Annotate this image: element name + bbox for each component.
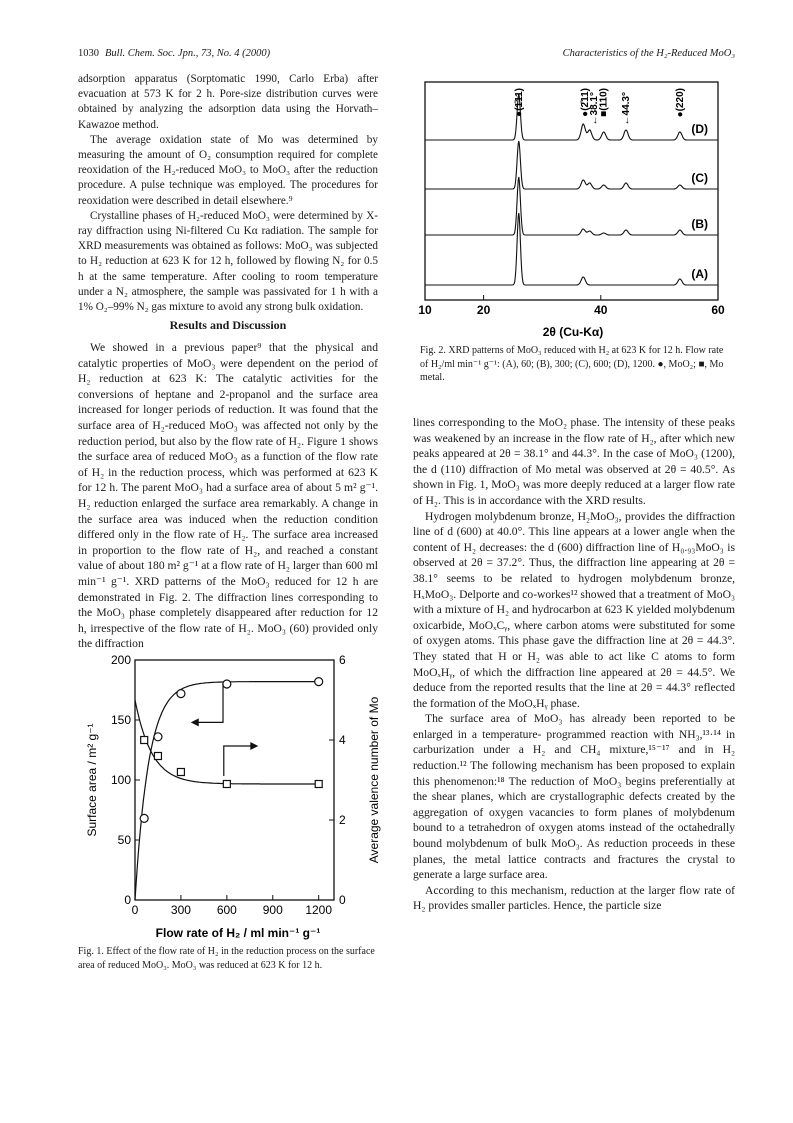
fig2-xrd-trace bbox=[425, 141, 717, 189]
caption-label: Fig. 1. bbox=[78, 946, 104, 957]
running-header-left bbox=[78, 48, 270, 59]
fig2-xrd-trace bbox=[425, 94, 717, 140]
fig2-peak-annotation: ●(2̄11) bbox=[579, 88, 591, 117]
fig1-valence-point bbox=[315, 781, 322, 788]
fig1-right-axis-arrow bbox=[224, 746, 252, 776]
fig1-valence-point bbox=[223, 781, 230, 788]
paragraph: Crystalline phases of H₂-reduced MoO₃ were determined by X-ray diffraction using Ni-filtered Cu Kα radiation. The sample for XRD measurements was obtained as follows: MoO₃ was subjected to H₂ reduction at 623 K for 12 h, followed by flowing N₂ for 0.5 h at the same temperature. After cooling to room temperature under a N₂ atmosphere, the sample was passivated for 1 h with a 1% O₂–99% N₂ gas mixture to avoid any strong bulk oxidation. bbox=[78, 209, 378, 314]
fig1-y2-axis-label: Average valence number of Mo bbox=[367, 696, 381, 864]
figure-1-chart bbox=[78, 645, 398, 945]
fig1-left-axis-arrow bbox=[198, 684, 223, 722]
fig1-arrowhead bbox=[191, 718, 199, 726]
page-number: 1030 bbox=[78, 48, 99, 59]
fig2-trace-label: (C) bbox=[691, 171, 708, 185]
fig1-y-axis-label: Surface area / m² g⁻¹ bbox=[85, 723, 99, 837]
fig1-surface-area-point bbox=[223, 680, 231, 688]
fig2-peak-annotation: ←38.1° bbox=[588, 92, 600, 126]
left-column-body bbox=[78, 340, 378, 652]
fig2-xrd-trace bbox=[425, 177, 717, 235]
fig1-y2-tick-label: 6 bbox=[339, 653, 346, 667]
fig1-marks bbox=[135, 678, 323, 900]
fig2-x-axis-label: 2θ (Cu-Kα) bbox=[542, 325, 604, 339]
fig1-x-tick-label: 300 bbox=[170, 903, 191, 917]
fig1-x-tick-label: 0 bbox=[131, 903, 139, 917]
fig1-x-tick-label: 1200 bbox=[305, 903, 333, 917]
fig1-y-tick-label: 50 bbox=[117, 833, 131, 847]
fig2-peak-annotation: ●(1̄11) bbox=[513, 88, 525, 117]
caption-text: Effect of the flow rate of H₂ in the reduction process on the surface area of reduced MoO₃. MoO₃ was reduced at 623 K for 12 h. bbox=[78, 946, 375, 971]
fig1-x-axis-label: Flow rate of H₂ / ml min⁻¹ g⁻¹ bbox=[155, 926, 321, 940]
paragraph: lines corresponding to the MoO₂ phase. The intensity of these peaks was weakened by an increase in the flow rate of H₂, after which new peaks appeared at 2θ = 38.1° and 44.3°. In the case of MoO₃ (1200), the d (110) diffraction of Mo metal was observed at 2θ = 40.5°. As shown in Fig. 1, MoO₃ was more deeply reduced at a larger flow rate of H₂. This is in accordance with the XRD results. bbox=[413, 416, 735, 507]
figure-2-chart bbox=[413, 72, 735, 340]
fig1-surface-area-point bbox=[140, 814, 148, 822]
fig1-surface-area-curve bbox=[135, 682, 318, 900]
fig1-y2-tick-label: 2 bbox=[339, 813, 346, 827]
fig1-plot-frame bbox=[135, 660, 334, 900]
fig1-surface-area-point bbox=[154, 733, 162, 741]
fig2-x-tick-label: 60 bbox=[711, 303, 725, 317]
fig2-peak-annotation: ←44.3° bbox=[620, 92, 632, 126]
section-heading: Results and Discussion bbox=[169, 318, 287, 332]
fig2-trace-label: (B) bbox=[691, 217, 708, 231]
fig1-y-tick-label: 150 bbox=[110, 713, 131, 727]
fig1-x-tick-label: 600 bbox=[216, 903, 237, 917]
journal-citation: Bull. Chem. Soc. Jpn., 73, No. 4 (2000) bbox=[105, 48, 271, 59]
paragraph: We showed in a previous paper⁹ that the physical and catalytic properties of MoO₃ were dependent on the period of H₂ reduction at 623 K: The catalytic activities for the conversions of heptane and 2-propanol and the surface area increased for longer periods of reduction. It was found that the surface area of H₂-reduced MoO₃ was affected not only by the reduction period, but also by the flow rate of H₂. Figure 1 shows the surface area of reduced MoO₃ as a function of the flow rate of H₂ in the reduction process, which was performed at 623 K for 12 h. The parent MoO₃ had a surface area of about 5 m² g⁻¹. H₂ reduction enlarged the surface area remarkably. A change in the surface area was induced when the reduction condition differed only in the flow rate of H₂. The surface area increased in proportion to the flow rate of H₂, and reached a constant value of about 180 m² g⁻¹ at a flow rate of H₂ larger than 600 ml min⁻¹ g⁻¹. XRD patterns of the MoO₃ reduced for 12 h are demonstrated in Fig. 2. The diffraction lines corresponding to the MoO₃ phase completely disappeared after reduction for 12 h, irrespective of the flow rate of H₂. MoO₃ (60) provided only the diffraction bbox=[78, 341, 378, 651]
fig1-arrowhead bbox=[250, 742, 258, 750]
fig2-x-tick-label: 20 bbox=[476, 303, 491, 317]
running-title: Characteristics of the H₂-Reduced MoO₃ bbox=[562, 48, 735, 59]
fig2-annotations bbox=[514, 88, 686, 125]
paragraph: adsorption apparatus (Sorptomatic 1990, Carlo Erba) after evacuation at 573 K for 2 h. Pore-size distribution curves were obtained by analyzing the adsorption data using the Horvath–Kawazoe method. bbox=[78, 73, 378, 131]
fig1-x-tick-label: 900 bbox=[262, 903, 283, 917]
fig1-y-tick-label: 0 bbox=[124, 893, 131, 907]
fig2-peak-annotation: ●(220) bbox=[674, 88, 686, 118]
fig2-trace-label: (D) bbox=[691, 122, 708, 136]
figure-1-caption bbox=[78, 945, 378, 972]
fig2-xrd-trace bbox=[425, 213, 717, 285]
caption-text: XRD patterns of MoO₃ reduced with H₂ at 623 K for 12 h. Flow rate of H₂/ml min⁻¹ g⁻¹: (A), 60; (B), 300; (C), 600; (D), 1200. ●, MoO₂; ■, Mo metal. bbox=[420, 345, 724, 383]
fig2-ticks bbox=[418, 295, 725, 317]
fig2-trace-label: (A) bbox=[691, 267, 708, 281]
fig1-surface-area-point bbox=[177, 690, 185, 698]
paragraph: According to this mechanism, reduction at the larger flow rate of H₂ provides smaller particles. Hence, the particle size bbox=[413, 883, 735, 913]
paragraph: The average oxidation state of Mo was determined by measuring the amount of O₂ consumption required for complete reoxidation of the H₂-reduced MoO₃ to MoO₃ after the reduction procedure. A pulse technique was employed. The procedures for reoxidation were described in detail elsewhere.⁹ bbox=[78, 133, 378, 207]
fig2-x-tick-label: 40 bbox=[594, 303, 608, 317]
fig1-y-tick-label: 100 bbox=[110, 773, 131, 787]
caption-label: Fig. 2. bbox=[420, 345, 446, 356]
fig2-peak-annotation: ■(110) bbox=[598, 88, 610, 117]
paragraph: The surface area of MoO₃ has already been reported to be enlarged in a temperature- programmed reaction with NH₃,¹³·¹⁴ in carburization under a H₂ and CH₄ mixture,¹⁵⁻¹⁷ and in H₂ reduction.¹² The following mechanism has been proposed to explain this phenomenon:¹⁸ The reduction of MoO₃ begins preferentially at the shear planes, which are crystallographic defects created by the aggregation of oxygen vacancies to form planes of molybdenum bound to a tetrahedron of oxygen atoms instead of the octahedrally bound molybdenum of bulk MoO₃. As reduction proceeds in these planes, the metal lattice contracts and fractures the crystal to generate a large surface area. bbox=[413, 712, 735, 882]
figure-2-caption bbox=[420, 344, 730, 385]
paragraph: Hydrogen molybdenum bronze, H₂MoO₃, provides the diffraction line of d (600) at 40.0°. This line appears at a lower angle when the content of H₂ decreases: the d (600) diffraction line of H₀.₉₃MoO₃ is observed at 2θ = 37.2°. Thus, the diffraction line appearing at 2θ = 38.1° seems to be related to hydrogen molybdenum bronze, HₓMoO₃. Delporte and co-workes¹² showed that a treatment of MoO₃ with a mixture of H₂ and hydrocarbon at 623 K yielded molybdenum oxicarbide, MoOₓCᵧ, where carbon atoms were substituted for some of oxygen atoms. This phase gave the diffraction line at 2θ = 44.3°. They stated that H or H₂ was able to act like C atoms to form MoOₓHᵧ, of which the diffraction line appeared at 2θ = 44.5°. We deduce from the reported results that the line at 2θ = 44.3° reflected the formation of the MoOₓHᵧ phase. bbox=[413, 509, 735, 710]
fig1-y2-tick-label: 4 bbox=[339, 733, 346, 747]
fig1-valence-point bbox=[154, 753, 161, 760]
fig2-traces bbox=[425, 94, 717, 285]
fig2-x-tick-label: 10 bbox=[418, 303, 432, 317]
right-column-body bbox=[413, 415, 735, 914]
fig1-y2-tick-label: 0 bbox=[339, 893, 346, 907]
fig1-y-tick-label: 200 bbox=[110, 653, 131, 667]
left-column-top bbox=[78, 72, 378, 315]
fig1-surface-area-point bbox=[315, 678, 323, 686]
fig1-valence-point bbox=[177, 769, 184, 776]
fig1-valence-point bbox=[141, 737, 148, 744]
